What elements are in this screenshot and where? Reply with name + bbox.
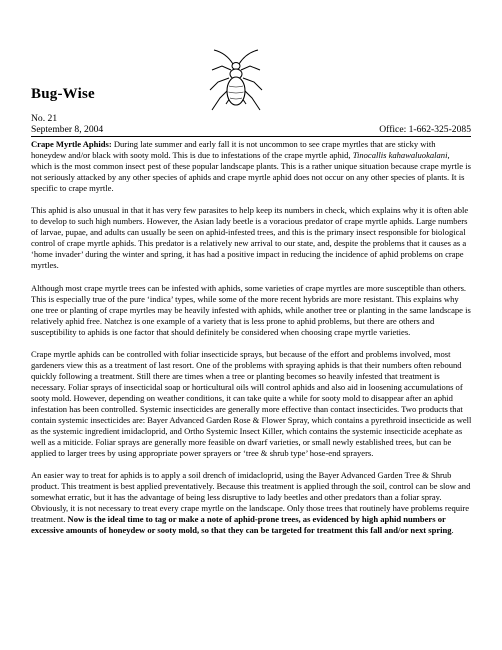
issue-info bbox=[31, 113, 103, 135]
article-lead: Crape Myrtle Aphids: bbox=[31, 139, 112, 149]
paragraph-predators: This aphid is also unusual in that it has very few parasites to help keep its numbers in check, which explains why it is often able to develop to such high numbers. However, the Asian lady beetle is a voracious predator of crape myrtle aphids. Large numbers of larvae, pupae, and adults can usually be seen on aphid-infested trees, and this is the primary insect responsible for biological control of crape myrtle aphids. This predator is a relatively new arrival to our state, and, despite the problems that it causes as a ‘home invader’ during the winter and spring, it has had a positive impact in reducing the incidence of aphid problems on crape myrtles. bbox=[31, 205, 469, 271]
paragraph-varieties: Although most crape myrtle trees can be infested with aphids, some varieties of crape myrtles are more susceptible than others. This is especially true of the pure ‘indica’ types, while some of the more recent hybrids are more resistant. This explains why one tree or planting of crape myrtles may be heavily infested with aphids, while another tree or planting in the same landscape is relatively aphid free. Natchez is one example of a variety that is less prone to aphid problems, but there are others and susceptibility to aphids is one factor that should definitely be considered when choosing crape myrtle varieties. bbox=[31, 282, 471, 337]
office-phone: Office: 1-662-325-2085 bbox=[379, 124, 471, 135]
intro-text-b: , which is the most common insect pest of these popular landscape plants. This is a rather unique situation because crape myrtle is not seriously attacked by any other species of aphids and crape myrtle aphid does not occur on any other species of plants. It is specific to crape myrtle. bbox=[31, 150, 471, 194]
paragraph-sprays: Crape myrtle aphids can be controlled with foliar insecticide sprays, but because of the effort and problems involved, most gardeners view this as a treatment of last resort. One of the problems with spraying aphids is that their numbers often rebound quickly following a treatment. Still there are times when a tree or planting becomes so heavily infested that treatment is necessary. Foliar sprays of insecticidal soap or horticultural oils will control aphids and also aid in loosening accumulations of sooty mold. However, depending on weather conditions, it can take quite a while for sooty mold to disappear after an aphid infestation has been controlled. Systemic insecticides are generally more effective than contact insecticides. Two products that contain systemic insecticides are: Bayer Advanced Garden Rose & Flower Spray, which contains a pyrethroid insecticide as well as the systemic ingredient imidacloprid, and Ortho Systemic Insect Killer, which contains the systemic insecticide acephate as well as a miticide. Foliar sprays are generally more feasible on dwarf varieties, or small newly established trees, but can be applied to larger trees by using appropriate power sprayers or ‘tree & shrub type’ hose-end sprayers. bbox=[31, 348, 472, 459]
paragraph-intro bbox=[31, 139, 472, 194]
issue-number: No. 21 bbox=[31, 113, 58, 124]
issue-date: September 8, 2004 bbox=[31, 124, 104, 135]
intro-text-a: During late summer and early fall it is not uncommon to see crape myrtles that are sticky with honeydew and/or black with sooty mold. This is due to infestations of the crape myrtle aphid, bbox=[31, 139, 436, 161]
species-name: Tinocallis kahawaluokalani bbox=[352, 150, 448, 161]
article-body bbox=[31, 139, 472, 548]
recommendation-text: Now is the ideal time to tag or make a note of aphid-prone trees, as evidenced by high aphid numbers or excessive amounts of honeydew or sooty mold, so that they can be targeted for treatment this fall and/or next spring bbox=[31, 514, 452, 536]
drench-text: An easier way to treat for aphids is to apply a soil drench of imidacloprid, using the Bayer Advanced Garden Tree & Shrub product. This treatment is best applied preventatively. Because this treatment is applied through the soil, control can be slow and somewhat erratic, but it has the advantage of being less disruptive to lady beetles and other predators than a foliar spray. Obviously, it is not necessary to treat every crape myrtle on the landscape. Only those trees that routinely have problems require treatment. bbox=[31, 470, 471, 525]
aphid-icon bbox=[200, 48, 272, 114]
final-period: . bbox=[451, 525, 454, 536]
paragraph-soil-drench bbox=[31, 470, 472, 536]
newsletter-title: Bug-Wise bbox=[31, 86, 95, 102]
header-divider bbox=[31, 136, 471, 137]
